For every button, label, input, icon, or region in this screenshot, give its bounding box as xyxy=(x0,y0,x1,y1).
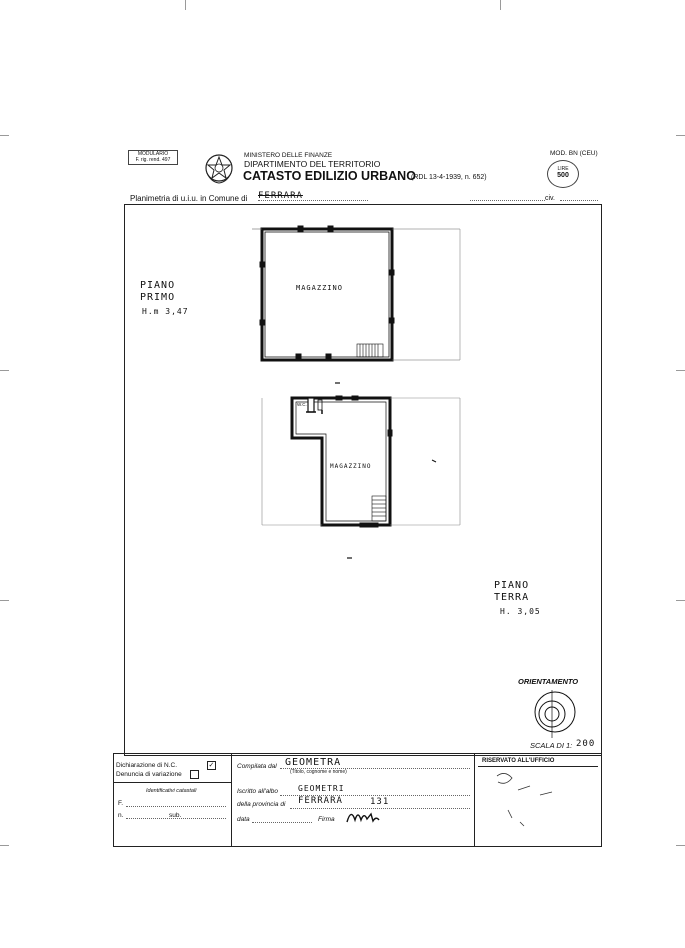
ministry-label: MINISTERO DELLE FINANZE xyxy=(244,152,333,159)
mod-label: MOD. BN (CEU) xyxy=(550,150,598,157)
piano-primo-label: PIANO PRIMO xyxy=(140,280,176,303)
piano-terra-label: PIANO TERRA xyxy=(494,580,530,603)
footer-divider-1 xyxy=(231,753,232,846)
orientamento-label: ORIENTAMENTO xyxy=(518,677,579,686)
identificativi-label: Identificativi catastali xyxy=(146,788,197,794)
compilata-dots xyxy=(280,768,470,769)
vertical-printer-note xyxy=(108,652,114,752)
data-label: data xyxy=(237,816,250,823)
riservato-underline xyxy=(478,766,598,767)
dichiarazione-label: Dichiarazione di N.C. xyxy=(116,762,178,770)
compilata-label: Compilata dal xyxy=(237,763,277,770)
n-label: n. xyxy=(118,812,124,819)
denuncia-checkbox[interactable] xyxy=(190,770,199,779)
planimetria-label: Planimetria di u.i.u. in Comune di xyxy=(130,194,248,203)
scala-value: 200 xyxy=(576,739,596,749)
signature xyxy=(345,806,385,826)
department-label: DIPARTIMENTO DEL TERRITORIO xyxy=(244,159,381,169)
provincia-number: 131 xyxy=(370,797,390,807)
firma-label: Firma xyxy=(318,816,335,823)
stamp-value: 500 xyxy=(557,172,569,179)
orientamento-symbol xyxy=(535,690,575,738)
comune-value: FERRARA xyxy=(258,191,303,201)
compilata-value: GEOMETRA xyxy=(285,757,342,768)
dichiarazione-checkbox[interactable]: ✓ xyxy=(208,762,215,769)
wc-label: W.C. xyxy=(297,402,307,407)
data-dots xyxy=(252,822,312,823)
footer-divider-h xyxy=(113,782,231,783)
piano-primo-plan xyxy=(252,226,460,360)
iscritto-label: Iscritto all'albo xyxy=(237,788,278,795)
n-dots xyxy=(126,818,226,819)
provincia-value: FERRARA xyxy=(298,796,343,806)
dichiarazione-row xyxy=(116,761,216,770)
denuncia-row xyxy=(116,770,199,779)
civ-label: civ. xyxy=(545,195,555,202)
scala-label: SCALA DI 1: xyxy=(530,741,573,750)
f-label: F. xyxy=(118,800,124,807)
modulario-ref: F. rig. rend. 497 xyxy=(135,157,171,163)
room-label-terra: MAGAZZINO xyxy=(330,463,372,470)
piano-primo-height: H.m 3,47 xyxy=(142,307,189,316)
rdl-reference: (RDL 13-4-1939, n. 652) xyxy=(411,174,487,181)
room-label-primo: MAGAZZINO xyxy=(296,284,343,292)
stamp-lire: LIRE xyxy=(557,166,569,172)
riservato-label: RISERVATO ALL'UFFICIO xyxy=(482,758,555,764)
f-dots xyxy=(126,806,226,807)
denuncia-label: Denuncia di variazione xyxy=(116,771,182,779)
piano-terra-plan xyxy=(262,396,460,527)
piano-terra-height: H. 3,05 xyxy=(500,607,541,616)
titolo-note: (Titolo, cognome e nome) xyxy=(290,769,347,775)
sub-label: sub. xyxy=(169,812,182,819)
iscritto-value: GEOMETRI xyxy=(298,784,345,793)
modulario-label: MODULARIO xyxy=(137,151,169,157)
footer-divider-2 xyxy=(474,753,475,846)
provincia-label: della provincia di xyxy=(237,801,286,808)
catasto-title: CATASTO EDILIZIO URBANO xyxy=(243,169,416,183)
